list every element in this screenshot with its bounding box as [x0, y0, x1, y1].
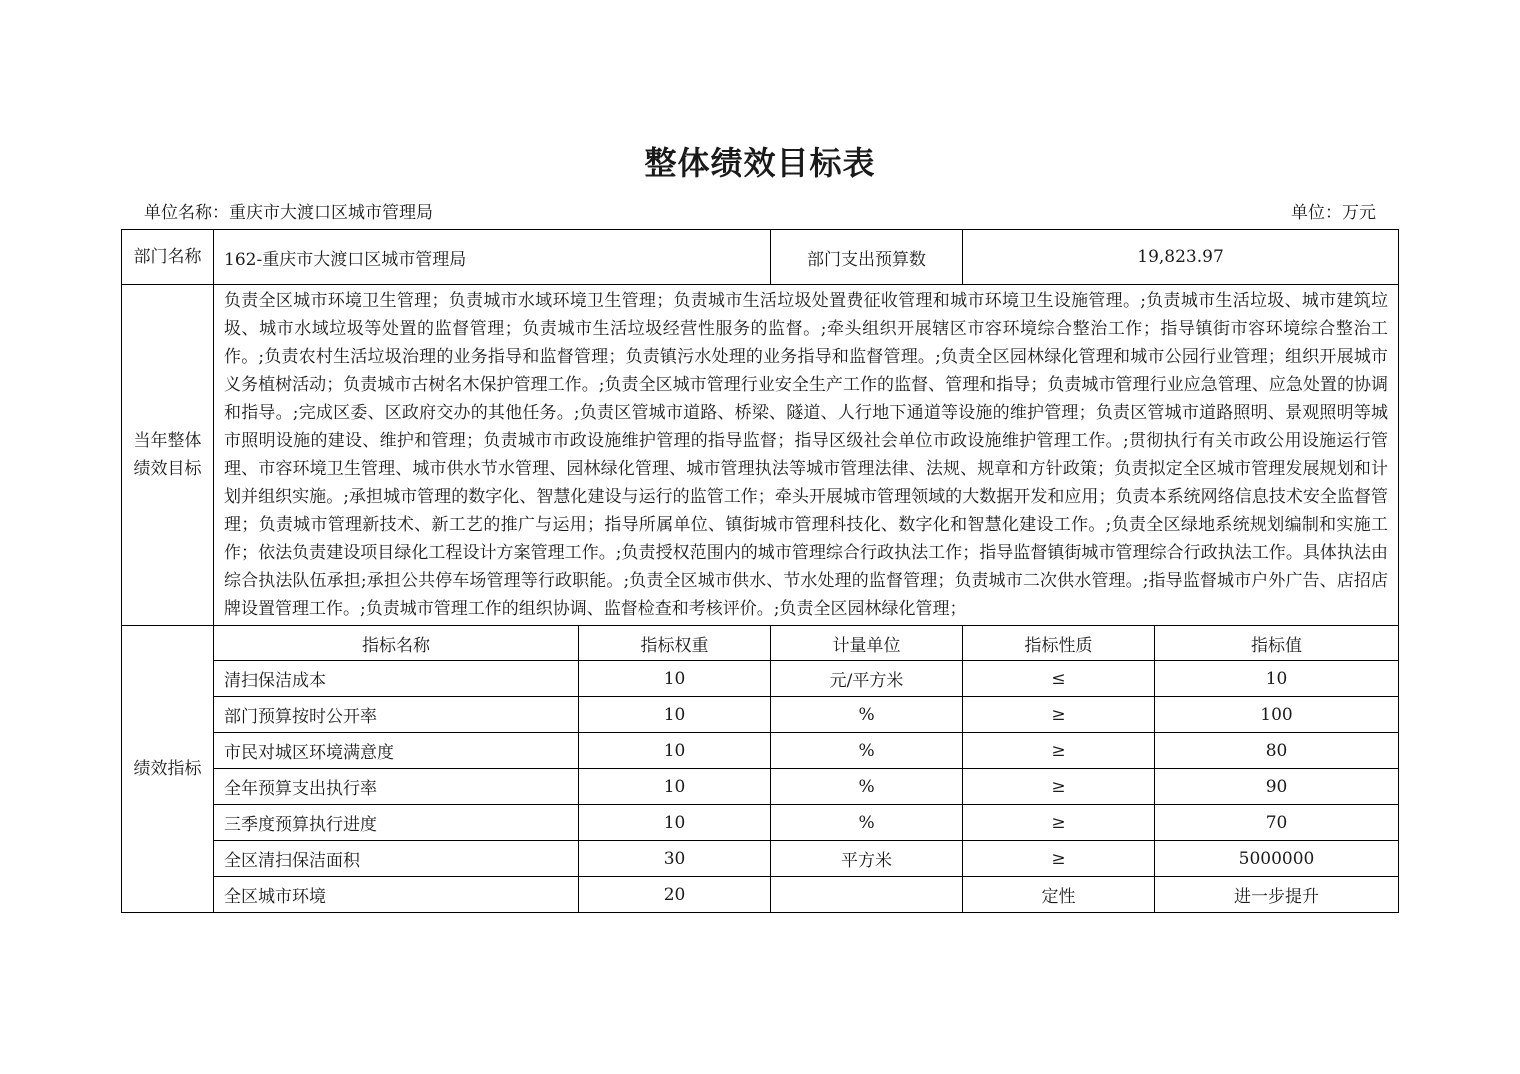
table-row: [122, 805, 1399, 841]
indicator-nature: ≥: [963, 733, 1155, 769]
indicator-name: 全年预算支出执行率: [214, 769, 579, 805]
indicator-name: 部门预算按时公开率: [214, 697, 579, 733]
indicator-unit: %: [771, 805, 963, 841]
header-nature: 指标性质: [963, 626, 1155, 661]
indicator-weight: 10: [579, 769, 771, 805]
indicator-name: 市民对城区环境满意度: [214, 733, 579, 769]
indicator-unit: [771, 877, 963, 913]
indicator-header-row: [122, 626, 1399, 661]
dept-value: 162-重庆市大渡口区城市管理局: [214, 230, 771, 285]
indicator-nature: ≥: [963, 697, 1155, 733]
table-row: [122, 877, 1399, 913]
table-row: [122, 769, 1399, 805]
indicator-label: 绩效指标: [122, 626, 214, 913]
indicator-value: 70: [1155, 805, 1399, 841]
indicator-value: 80: [1155, 733, 1399, 769]
indicator-name: 全区城市环境: [214, 877, 579, 913]
indicator-weight: 10: [579, 733, 771, 769]
goal-text: 负责全区城市环境卫生管理；负责城市水域环境卫生管理；负责城市生活垃圾处置费征收管理和城市环境卫生设施管理。;负责城市生活垃圾、城市建筑垃圾、城市水域垃圾等处置的监督管理；负责城市生活垃圾经营性服务的监督。;牵头组织开展辖区市容环境综合整治工作；指导镇街市容环境综合整治工作。;负责农村生活垃圾治理的业务指导和监督管理；负责镇污水处理的业务指导和监督管理。;负责全区园林绿化管理和城市公园行业管理；组织开展城市义务植树活动；负责城市古树名木保护管理工作。;负责全区城市管理行业安全生产工作的监督、管理和指导；负责城市管理行业应急管理、应急处置的协调和指导。;完成区委、区政府交办的其他任务。;负责区管城市道路、桥梁、隧道、人行地下通道等设施的维护管理；负责区管城市道路照明、景观照明等城市照明设施的建设、维护和管理；负责城市市政设施维护管理的指导监督；指导区级社会单位市政设施维护管理工作。;贯彻执行有关市政公用设施运行管理、市容环境卫生管理、城市供水节水管理、园林绿化管理、城市管理执法等城市管理法律、法规、规章和方针政策；负责拟定全区城市管理发展规划和计划并组织实施。;承担城市管理的数字化、智慧化建设与运行的监管工作；牵头开展城市管理领域的大数据开发和应用；负责本系统网络信息技术安全监督管理；负责城市管理新技术、新工艺的推广与运用；指导所属单位、镇街城市管理科技化、数字化和智慧化建设工作。;负责全区绿地系统规划编制和实施工作；依法负责建设项目绿化工程设计方案管理工作。;负责授权范围内的城市管理综合行政执法工作；指导监督镇街城市管理综合行政执法工作。具体执法由综合执法队伍承担;承担公共停车场管理等行政职能。;负责全区城市供水、节水处理的监督管理；负责城市二次供水管理。;指导监督城市户外广告、店招店牌设置管理工作。;负责城市管理工作的组织协调、监督检查和考核评价。;负责全区园林绿化管理；: [214, 285, 1399, 626]
indicator-nature: ≥: [963, 841, 1155, 877]
header-value: 指标值: [1155, 626, 1399, 661]
indicator-weight: 30: [579, 841, 771, 877]
indicator-weight: 20: [579, 877, 771, 913]
header-weight: 指标权重: [579, 626, 771, 661]
table-row: [122, 661, 1399, 697]
header-name: 指标名称: [214, 626, 579, 661]
indicator-weight: 10: [579, 697, 771, 733]
indicator-nature: ≥: [963, 769, 1155, 805]
indicator-unit: %: [771, 769, 963, 805]
dept-row: [122, 230, 1399, 285]
indicator-unit: %: [771, 697, 963, 733]
indicator-name: 三季度预算执行进度: [214, 805, 579, 841]
currency-unit: 单位：万元: [1291, 203, 1376, 223]
indicator-name: 全区清扫保洁面积: [214, 841, 579, 877]
indicator-weight: 10: [579, 661, 771, 697]
indicator-value: 90: [1155, 769, 1399, 805]
indicator-nature: ≥: [963, 805, 1155, 841]
budget-label: 部门支出预算数: [771, 230, 963, 285]
table-row: [122, 733, 1399, 769]
indicator-unit: 元/平方米: [771, 661, 963, 697]
indicator-value: 10: [1155, 661, 1399, 697]
unit-name: 单位名称：重庆市大渡口区城市管理局: [144, 203, 433, 223]
indicator-nature: 定性: [963, 877, 1155, 913]
goal-label: 当年整体绩效目标: [122, 285, 214, 626]
indicator-nature: ≤: [963, 661, 1155, 697]
header-unit: 计量单位: [771, 626, 963, 661]
table-row: [122, 697, 1399, 733]
goal-row: [122, 285, 1399, 626]
indicator-value: 进一步提升: [1155, 877, 1399, 913]
page-title: 整体绩效目标表: [644, 144, 876, 182]
performance-table: [121, 229, 1399, 913]
indicator-weight: 10: [579, 805, 771, 841]
dept-label: 部门名称: [122, 230, 214, 285]
indicator-unit: 平方米: [771, 841, 963, 877]
budget-value: 19,823.97: [963, 230, 1399, 285]
indicator-unit: %: [771, 733, 963, 769]
table-row: [122, 841, 1399, 877]
indicator-name: 清扫保洁成本: [214, 661, 579, 697]
indicator-value: 100: [1155, 697, 1399, 733]
indicator-value: 5000000: [1155, 841, 1399, 877]
